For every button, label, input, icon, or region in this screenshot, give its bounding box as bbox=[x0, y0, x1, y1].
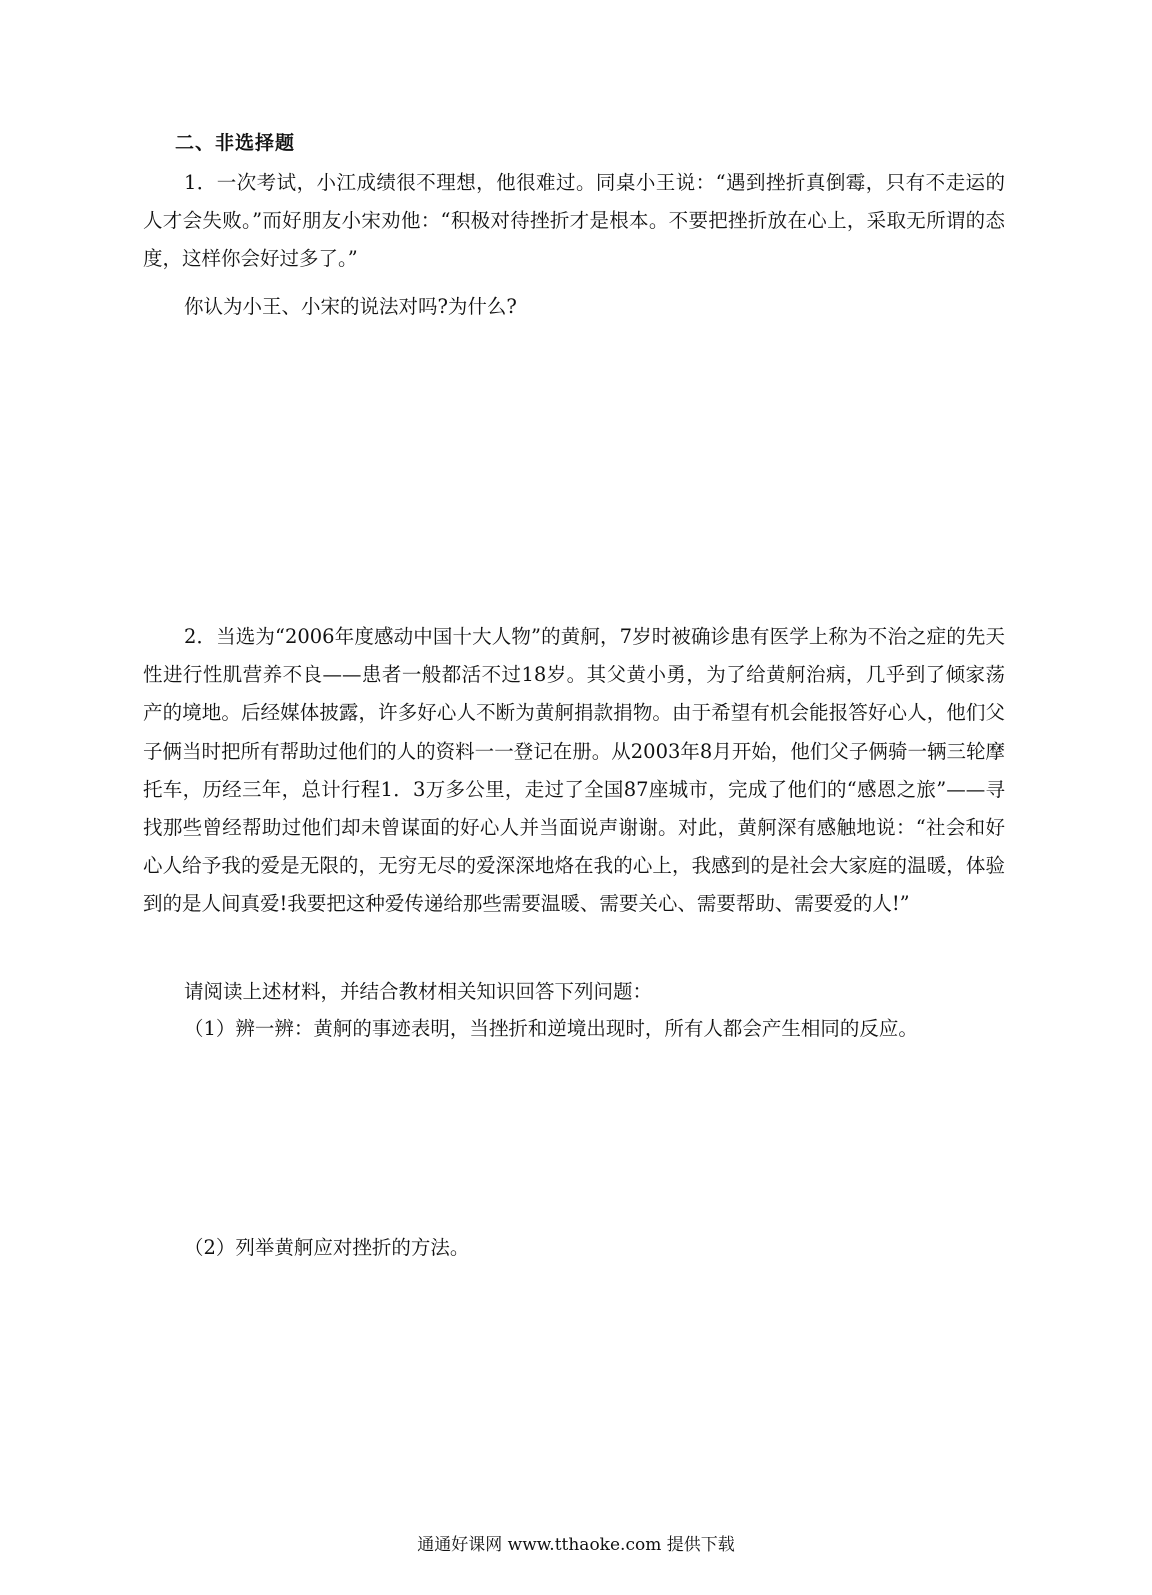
question-2-text: 2．当选为“2006年度感动中国十大人物”的黄舸，7岁时被确诊患有医学上称为不治之症的先天性进行性肌营养不良——患者一般都活不过18岁。其父黄小勇，为了给黄舸治病，几乎到了倾家荡产的境地。后经媒体披露，许多好心人不断为黄舸捐款捐物。由于希望有机会能报答好心人，他们父子俩当时把所有帮助过他们的人的资料一一登记在册。从2003年8月开始，他们父子俩骑一辆三轮摩托车，历经三年，总计行程1．3万多公里，走过了全国87座城市，完成了他们的“感恩之旅”——寻找那些曾经帮助过他们却未曾谋面的好心人并当面说声谢谢。对此，黄舸深有感触地说：“社会和好心人给予我的爱是无限的，无穷无尽的爱深深地烙在我的心上，我感到的是社会大家庭的温暖，体验到的是人间真爱!我要把这种爱传递给那些需要温暖、需要关心、需要帮助、需要爱的人!” bbox=[143, 625, 1005, 916]
question-1-text: 1．一次考试，小江成绩很不理想，他很难过。同桌小王说：“遇到挫折真倒霉，只有不走运的人才会失败。”而好朋友小宋劝他：“积极对待挫折才是根本。不要把挫折放在心上，采取无所谓的态度，这样你会好过多了。” bbox=[143, 171, 1005, 271]
question-1-prompt: 你认为小王、小宋的说法对吗?为什么? bbox=[183, 295, 517, 318]
page-footer: 通通好课网 www.tthaoke.com 提供下载 bbox=[417, 1535, 735, 1555]
question-2-sub-1: （1）辨一辨：黄舸的事迹表明，当挫折和逆境出现时，所有人都会产生相同的反应。 bbox=[183, 1017, 918, 1040]
section-title: 二、非选择题 bbox=[175, 132, 296, 154]
question-2-sub-2: （2）列举黄舸应对挫折的方法。 bbox=[183, 1236, 470, 1259]
question-2-prompt: 请阅读上述材料，并结合教材相关知识回答下列问题： bbox=[183, 980, 652, 1003]
